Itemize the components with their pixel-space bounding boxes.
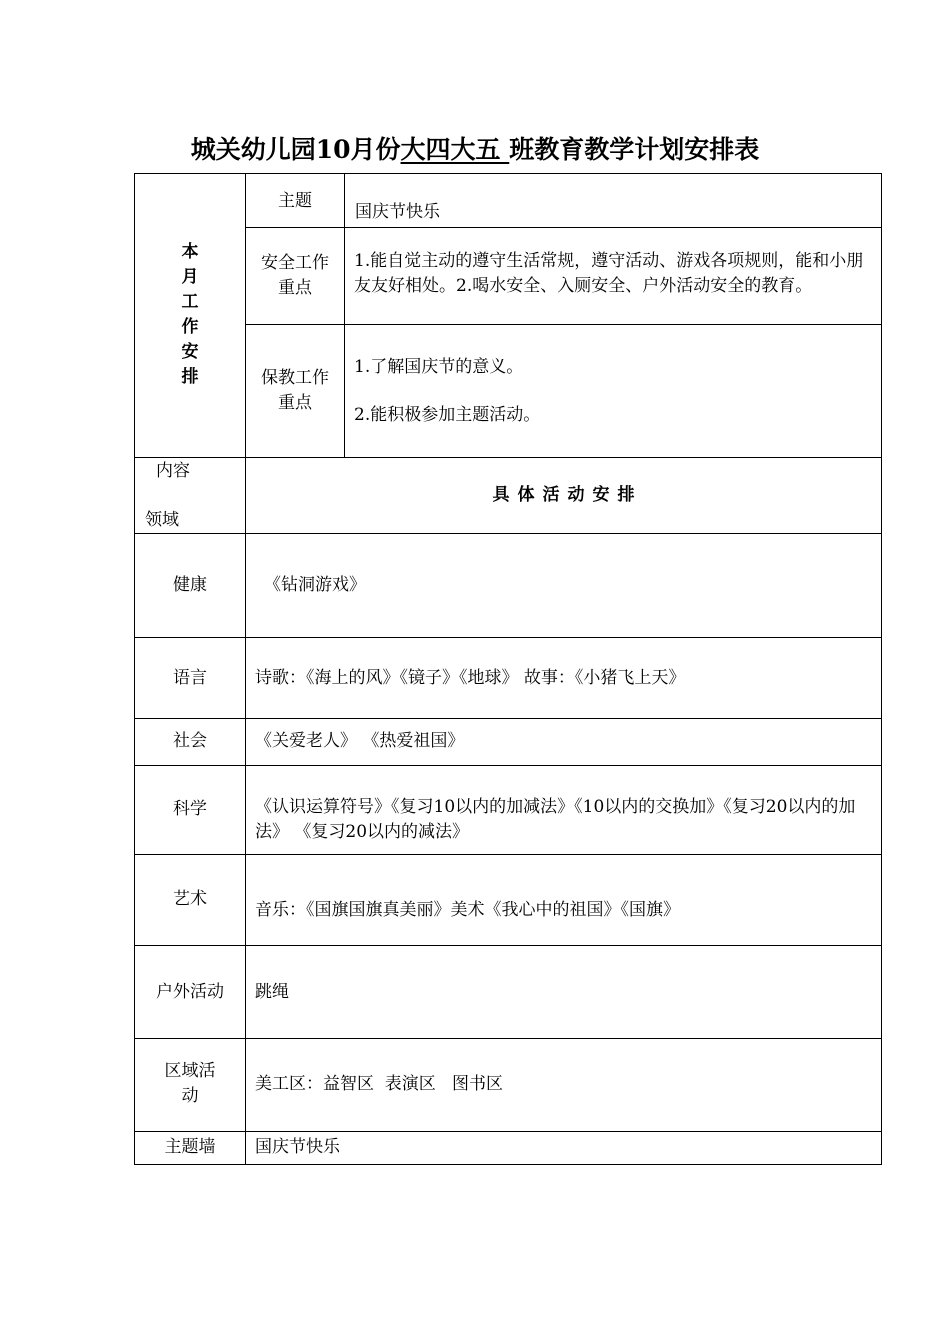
theme-label: 主题: [278, 191, 312, 211]
row-domain: 艺术: [173, 889, 207, 909]
monthly-section-label: 本月工作安排: [181, 242, 199, 387]
care-value-cell: [344, 324, 882, 458]
row-domain: 主题墙: [164, 1137, 216, 1157]
header-domain-label: 领域: [145, 510, 179, 530]
table-row-content-cell: [245, 1131, 882, 1165]
row-content: 跳绳: [255, 982, 289, 1002]
row-content: 国庆节快乐: [255, 1137, 340, 1157]
title-class-name: 大四大五: [400, 135, 510, 164]
table-row-content-cell: [245, 945, 882, 1039]
activities-title: 具体活动安排: [492, 485, 643, 505]
theme-value: 国庆节快乐: [355, 202, 440, 222]
header-content-label: 内容: [156, 461, 190, 481]
title-prefix: 城关幼儿园10月份: [190, 135, 401, 164]
care-label: 保教工作重点: [261, 368, 329, 413]
row-domain: 户外活动: [156, 982, 224, 1002]
row-content: 《关爱老人》 《热爱祖国》: [255, 731, 465, 751]
row-content: 音乐：《国旗国旗真美丽》美术《我心中的祖国》《国旗》: [255, 900, 680, 920]
row-domain: 区域活动: [164, 1061, 216, 1106]
care-item-1: 1.了解国庆节的意义。: [354, 357, 524, 377]
row-content: 美工区：益智区 表演区 图书区: [255, 1074, 504, 1094]
row-content: 《认识运算符号》《复习10以内的加减法》《10以内的交换加》《复习20以内的加法》 《复习20以内的减法》: [255, 797, 856, 842]
row-content: 《钻洞游戏》: [264, 575, 366, 595]
page-title: [0, 128, 950, 172]
row-domain: 科学: [173, 799, 207, 819]
care-item-2: 2.能积极参加主题活动。: [354, 405, 541, 425]
title-suffix: 班教育教学计划安排表: [509, 135, 760, 164]
safety-label: 安全工作重点: [261, 253, 329, 298]
row-content: 诗歌：《海上的风》《镜子》《地球》 故事：《小猪飞上天》: [255, 668, 686, 688]
row-domain: 健康: [173, 575, 207, 595]
row-domain: 社会: [173, 731, 207, 751]
row-domain: 语言: [173, 668, 207, 688]
safety-value: 1.能自觉主动的遵守生活常规，遵守活动、游戏各项规则，能和小朋友友好相处。2.喝水安全、入厕安全、户外活动安全的教育。: [354, 251, 864, 296]
